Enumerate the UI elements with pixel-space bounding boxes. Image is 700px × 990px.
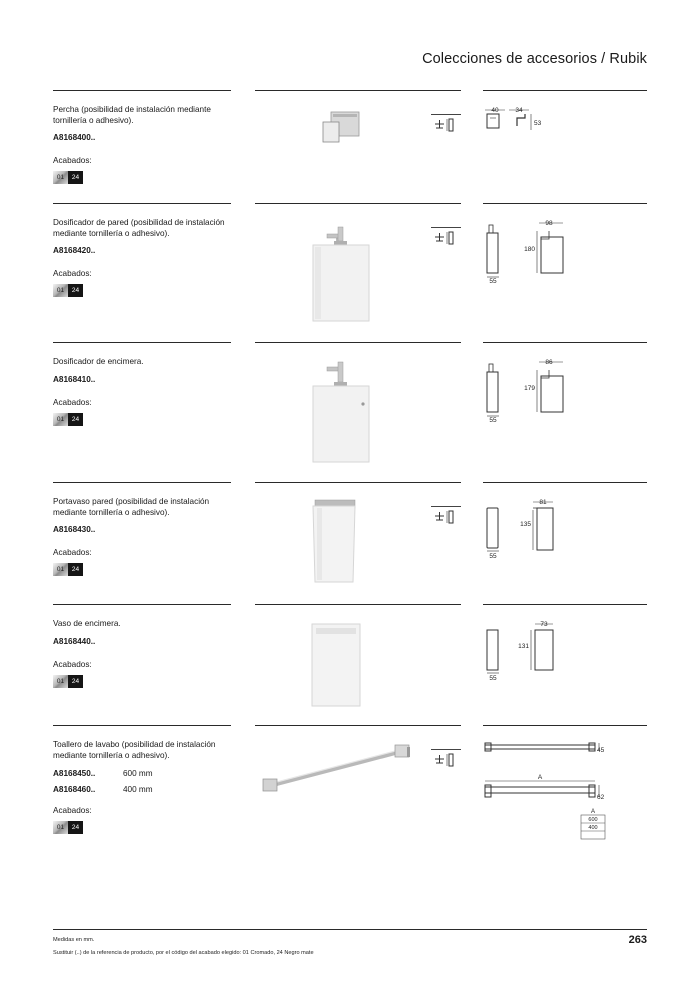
divider: [53, 342, 231, 343]
dim-height: 62: [597, 794, 605, 801]
dim-depth: 34: [515, 107, 523, 114]
product-row-vaso-encimera: [53, 604, 647, 719]
finish-swatch-chrome: 01: [53, 284, 68, 297]
product-row-dosificador-encimera: [53, 342, 647, 472]
finish-swatch-chrome: 01: [53, 413, 68, 426]
finish-swatch-black: 24: [68, 563, 83, 576]
divider: [483, 90, 647, 91]
divider: [255, 604, 461, 605]
footer-divider: [53, 929, 647, 930]
product-description: Percha (posibilidad de instalación mediante tornillería o adhesivo).: [53, 105, 211, 125]
dim-depth: 86: [545, 359, 553, 366]
dim-depth: 73: [540, 621, 548, 628]
tumbler-photo: [255, 622, 461, 708]
units-note: Medidas en mm.: [53, 937, 95, 943]
finish-swatches: [53, 284, 83, 297]
divider: [53, 604, 231, 605]
finishes-label: Acabados:: [53, 269, 92, 278]
finish-swatch-black: 24: [68, 413, 83, 426]
divider: [255, 342, 461, 343]
divider: [255, 90, 461, 91]
dim-length-label: A: [537, 774, 543, 781]
finish-swatches: [53, 675, 83, 688]
product-codes: [53, 246, 123, 262]
screw-adhesive-icon: [431, 498, 461, 534]
finish-swatch-chrome: 01: [53, 675, 68, 688]
product-description: Dosificador de pared (posibilidad de instalación mediante tornillería o adhesivo).: [53, 218, 225, 238]
divider: [483, 725, 647, 726]
finish-swatch-black: 24: [68, 284, 83, 297]
product-description: Vaso de encimera.: [53, 619, 121, 628]
divider: [255, 482, 461, 483]
dim-depth: 81: [539, 499, 547, 506]
mounting-icons: [431, 498, 461, 534]
finish-swatch-black: 24: [68, 821, 83, 834]
page-number: 263: [628, 934, 647, 946]
dim-height: 179: [524, 385, 535, 392]
finish-swatch-black: 24: [68, 171, 83, 184]
finish-swatch-chrome: 01: [53, 171, 68, 184]
finish-swatch-black: 24: [68, 675, 83, 688]
table-value-600: 600: [588, 817, 598, 823]
finishes-label: Acabados:: [53, 548, 92, 557]
screw-adhesive-icon: [431, 106, 461, 142]
product-codes: [53, 525, 123, 541]
dim-height: 180: [524, 246, 535, 253]
dim-depth: 98: [545, 220, 553, 227]
divider: [483, 342, 647, 343]
dim-width: 55: [489, 278, 497, 285]
dim-width: 55: [489, 417, 497, 424]
product-size: 400 mm: [123, 785, 153, 794]
finish-swatch-chrome: 01: [53, 821, 68, 834]
finish-swatches: [53, 413, 83, 426]
dim-width: 55: [489, 675, 497, 682]
product-codes: [53, 375, 123, 391]
page-title: Colecciones de accesorios / Rubik: [422, 51, 647, 67]
finishes-label: Acabados:: [53, 660, 92, 669]
table-value-400: 400: [588, 825, 598, 831]
product-row-portavaso-pared: [53, 482, 647, 597]
soap-dispenser-photo: [255, 354, 461, 466]
divider: [483, 604, 647, 605]
finishes-label: Acabados:: [53, 398, 92, 407]
finishes-label: Acabados:: [53, 156, 92, 165]
product-codes: [53, 637, 123, 653]
product-code: A8168410..: [53, 375, 96, 384]
product-codes: [53, 133, 123, 149]
technical-drawing: [483, 739, 647, 839]
product-row-toallero-lavabo: [53, 725, 647, 855]
finish-swatches: [53, 563, 83, 576]
divider: [53, 203, 231, 204]
product-code: A8168430..: [53, 525, 96, 534]
divider: [53, 90, 231, 91]
product-code: A8168450..: [53, 769, 96, 778]
table-header-a: A: [590, 809, 596, 815]
product-size: 600 mm: [123, 769, 153, 778]
technical-drawing: [483, 356, 593, 426]
technical-drawing: [483, 496, 593, 560]
finish-swatches: [53, 821, 83, 834]
divider: [255, 725, 461, 726]
product-codes: [53, 769, 153, 801]
dim-height: 135: [520, 521, 531, 528]
product-description: Dosificador de encimera.: [53, 357, 144, 366]
product-code: A8168400..: [53, 133, 96, 142]
divider: [483, 482, 647, 483]
mounting-icons: [431, 741, 461, 777]
screw-adhesive-icon: [431, 219, 461, 255]
divider: [483, 203, 647, 204]
product-code: A8168460..: [53, 785, 96, 794]
divider: [53, 725, 231, 726]
technical-drawing: [483, 217, 593, 287]
technical-drawing: [483, 100, 593, 140]
mounting-icons: [431, 219, 461, 255]
product-code: A8168420..: [53, 246, 96, 255]
technical-drawing: [483, 618, 593, 682]
divider: [53, 482, 231, 483]
reference-note: Sustituir (..) de la referencia de producto, por el código del acabado elegido: 01 Cromado, 24 Negro mate: [53, 950, 314, 956]
mounting-icons: [431, 106, 461, 142]
finish-swatches: [53, 171, 83, 184]
finish-swatch-chrome: 01: [53, 563, 68, 576]
dim-width: 40: [491, 107, 499, 114]
dim-height: 131: [518, 643, 529, 650]
divider: [255, 203, 461, 204]
dim-width: 55: [489, 553, 497, 560]
product-row-dosificador-pared: [53, 203, 647, 333]
finishes-label: Acabados:: [53, 806, 92, 815]
product-description: Toallero de lavabo (posibilidad de instalación mediante tornillería o adhesivo).: [53, 740, 216, 760]
product-code: A8168440..: [53, 637, 96, 646]
product-description: Portavaso pared (posibilidad de instalación mediante tornillería o adhesivo).: [53, 497, 210, 517]
dim-depth: 45: [597, 747, 605, 754]
product-row-percha: [53, 90, 647, 190]
screw-adhesive-icon: [431, 741, 461, 777]
dim-height: 53: [534, 120, 542, 127]
